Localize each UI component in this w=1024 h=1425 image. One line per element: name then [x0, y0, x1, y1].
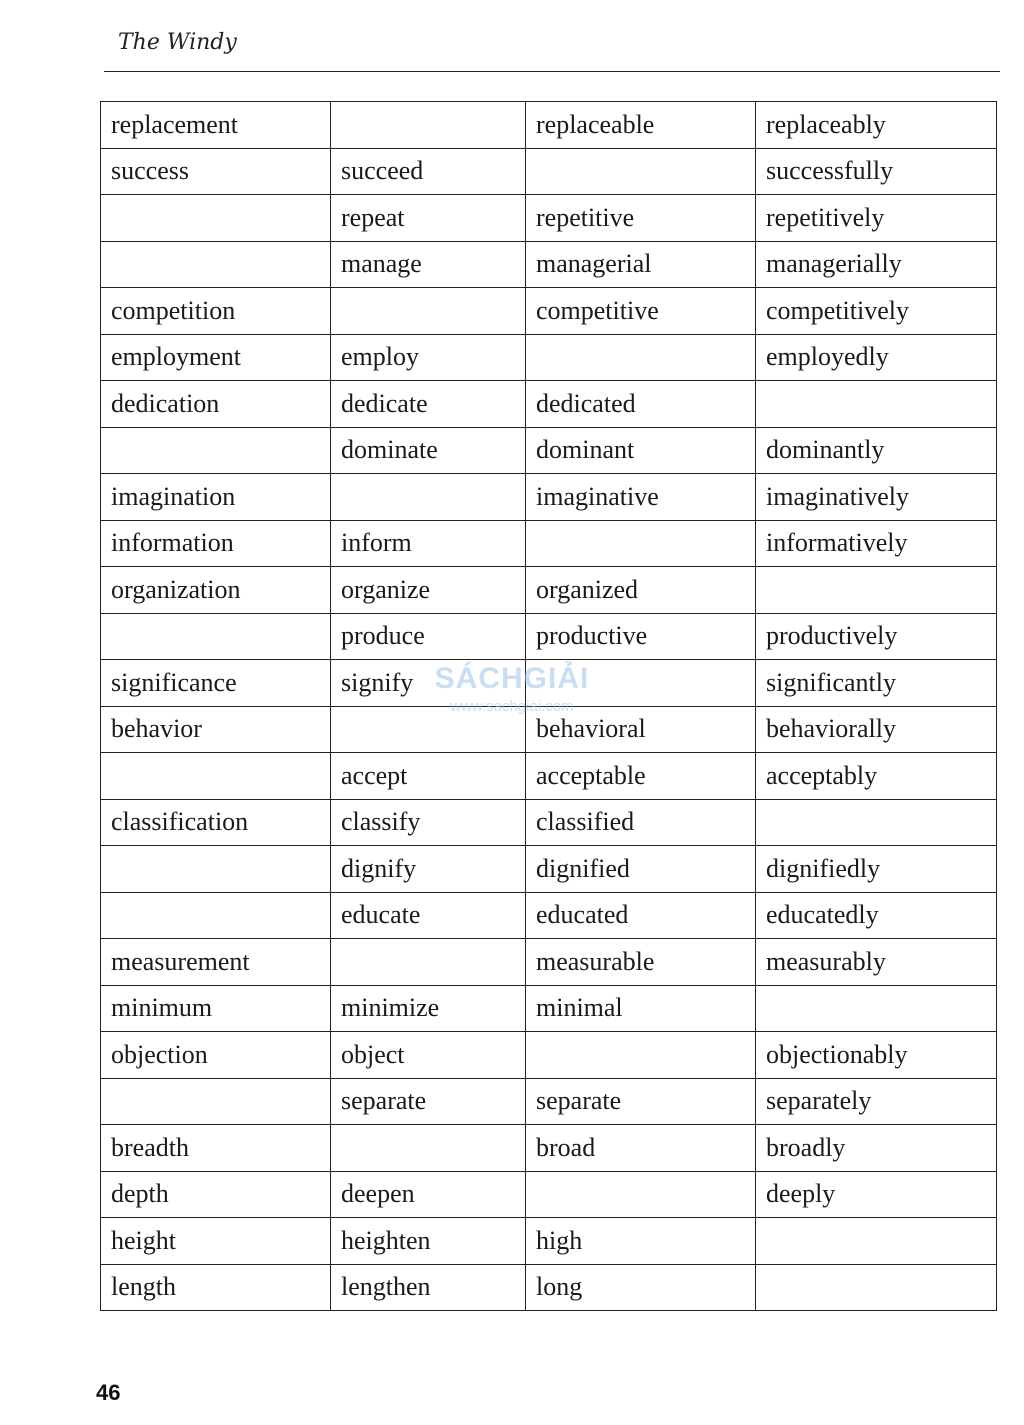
table-cell-adjective: organized	[526, 567, 756, 614]
table-cell-adjective: imaginative	[526, 474, 756, 521]
table-cell-adjective: dominant	[526, 427, 756, 474]
table-cell-adverb: managerially	[756, 241, 997, 288]
table-cell-verb: heighten	[331, 1218, 526, 1265]
table-cell-adjective	[526, 334, 756, 381]
watermark-url: www.sachgiai.com	[450, 698, 574, 715]
table-cell-verb: dignify	[331, 846, 526, 893]
table-cell-adjective: competitive	[526, 288, 756, 335]
table-row	[101, 474, 997, 521]
table-row	[101, 846, 997, 893]
table-cell-adverb: successfully	[756, 148, 997, 195]
table-cell-adverb: dignifiedly	[756, 846, 997, 893]
table-cell-verb: lengthen	[331, 1264, 526, 1311]
table-cell-adjective: educated	[526, 892, 756, 939]
table-cell-noun: significance	[101, 660, 331, 707]
table-cell-adjective: behavioral	[526, 706, 756, 753]
running-header-title: The Windy	[118, 30, 237, 55]
table-cell-verb	[331, 939, 526, 986]
table-cell-verb: dominate	[331, 427, 526, 474]
table-cell-noun: measurement	[101, 939, 331, 986]
table-cell-adjective: measurable	[526, 939, 756, 986]
table-cell-noun: information	[101, 520, 331, 567]
table-cell-adverb: behaviorally	[756, 706, 997, 753]
table-cell-adverb: dominantly	[756, 427, 997, 474]
table-cell-adverb	[756, 567, 997, 614]
table-cell-verb: accept	[331, 753, 526, 800]
table-cell-adjective: high	[526, 1218, 756, 1265]
table-cell-noun: replacement	[101, 102, 331, 149]
table-row	[101, 706, 997, 753]
table-cell-adjective	[526, 1032, 756, 1079]
table-cell-adverb	[756, 799, 997, 846]
table-cell-noun	[101, 427, 331, 474]
page-number: 46	[96, 1380, 121, 1405]
table-cell-verb: manage	[331, 241, 526, 288]
table-row	[101, 195, 997, 242]
table-cell-noun	[101, 195, 331, 242]
table-cell-adverb: deeply	[756, 1171, 997, 1218]
table-cell-adverb	[756, 1264, 997, 1311]
table-row	[101, 148, 997, 195]
table-cell-noun: success	[101, 148, 331, 195]
table-cell-noun	[101, 1078, 331, 1125]
table-cell-adjective	[526, 520, 756, 567]
table-cell-adverb	[756, 381, 997, 428]
table-cell-verb: organize	[331, 567, 526, 614]
table-cell-adverb: replaceably	[756, 102, 997, 149]
table-cell-verb: object	[331, 1032, 526, 1079]
table-cell-noun: depth	[101, 1171, 331, 1218]
table-cell-adjective	[526, 1171, 756, 1218]
watermark-logo: SÁCHGIẢI	[434, 662, 590, 695]
table-row	[101, 1264, 997, 1311]
table-cell-noun: classification	[101, 799, 331, 846]
table-cell-adjective: long	[526, 1264, 756, 1311]
table-cell-noun: employment	[101, 334, 331, 381]
table-cell-verb: separate	[331, 1078, 526, 1125]
table-cell-noun	[101, 846, 331, 893]
table-cell-adjective: separate	[526, 1078, 756, 1125]
table-row	[101, 799, 997, 846]
table-row	[101, 241, 997, 288]
table-cell-adjective	[526, 148, 756, 195]
table-cell-adverb: significantly	[756, 660, 997, 707]
table-row	[101, 1078, 997, 1125]
word-forms-table	[100, 101, 997, 1311]
table-cell-adverb: repetitively	[756, 195, 997, 242]
table-cell-noun: dedication	[101, 381, 331, 428]
table-row	[101, 381, 997, 428]
table-cell-noun: behavior	[101, 706, 331, 753]
table-cell-adverb: informatively	[756, 520, 997, 567]
table-cell-noun	[101, 753, 331, 800]
header-divider	[104, 71, 1000, 72]
table-cell-adverb: separately	[756, 1078, 997, 1125]
table-cell-noun: length	[101, 1264, 331, 1311]
table-cell-noun	[101, 613, 331, 660]
table-cell-verb: inform	[331, 520, 526, 567]
table-row	[101, 1171, 997, 1218]
table-cell-adverb: objectionably	[756, 1032, 997, 1079]
table-row	[101, 892, 997, 939]
table-cell-adverb: imaginatively	[756, 474, 997, 521]
table-cell-verb: classify	[331, 799, 526, 846]
table-cell-verb	[331, 102, 526, 149]
table-row	[101, 985, 997, 1032]
table-cell-verb: succeed	[331, 148, 526, 195]
table-cell-noun	[101, 241, 331, 288]
table-cell-adjective: managerial	[526, 241, 756, 288]
table-cell-adjective: repetitive	[526, 195, 756, 242]
table-cell-adjective: replaceable	[526, 102, 756, 149]
table-cell-adverb: competitively	[756, 288, 997, 335]
table-cell-verb: produce	[331, 613, 526, 660]
table-cell-verb: minimize	[331, 985, 526, 1032]
table-cell-noun	[101, 892, 331, 939]
table-cell-noun: breadth	[101, 1125, 331, 1172]
table-cell-adverb: acceptably	[756, 753, 997, 800]
table-row	[101, 520, 997, 567]
table-cell-adverb	[756, 1218, 997, 1265]
table-row	[101, 753, 997, 800]
table-cell-verb	[331, 288, 526, 335]
table-row	[101, 567, 997, 614]
table-row	[101, 1032, 997, 1079]
table-cell-adjective: broad	[526, 1125, 756, 1172]
table-cell-adjective: dedicated	[526, 381, 756, 428]
table-cell-verb: deepen	[331, 1171, 526, 1218]
table-cell-verb: repeat	[331, 195, 526, 242]
table-cell-adverb: employedly	[756, 334, 997, 381]
table-cell-verb: signify	[331, 660, 526, 707]
table-cell-verb	[331, 474, 526, 521]
table-cell-adverb: measurably	[756, 939, 997, 986]
table-row	[101, 1125, 997, 1172]
table-row	[101, 660, 997, 707]
table-cell-noun: imagination	[101, 474, 331, 521]
table-cell-verb	[331, 1125, 526, 1172]
table-cell-adverb: educatedly	[756, 892, 997, 939]
table-cell-adjective: minimal	[526, 985, 756, 1032]
table-cell-verb: dedicate	[331, 381, 526, 428]
table-cell-noun: minimum	[101, 985, 331, 1032]
table-row	[101, 102, 997, 149]
table-cell-adjective: acceptable	[526, 753, 756, 800]
table-cell-noun: organization	[101, 567, 331, 614]
table-cell-adverb: productively	[756, 613, 997, 660]
table-row	[101, 288, 997, 335]
table-cell-noun: objection	[101, 1032, 331, 1079]
table-cell-noun: competition	[101, 288, 331, 335]
table-row	[101, 427, 997, 474]
table-cell-noun: height	[101, 1218, 331, 1265]
table-cell-adverb	[756, 985, 997, 1032]
table-cell-adjective: dignified	[526, 846, 756, 893]
table-row	[101, 613, 997, 660]
table-cell-verb: educate	[331, 892, 526, 939]
table-row	[101, 939, 997, 986]
table-row	[101, 1218, 997, 1265]
table-cell-verb: employ	[331, 334, 526, 381]
table-cell-adjective: productive	[526, 613, 756, 660]
table-row	[101, 334, 997, 381]
table-cell-verb	[331, 706, 526, 753]
word-forms-table-body	[101, 102, 997, 1311]
table-cell-adjective: classified	[526, 799, 756, 846]
table-cell-adverb: broadly	[756, 1125, 997, 1172]
table-cell-adjective	[526, 660, 756, 707]
